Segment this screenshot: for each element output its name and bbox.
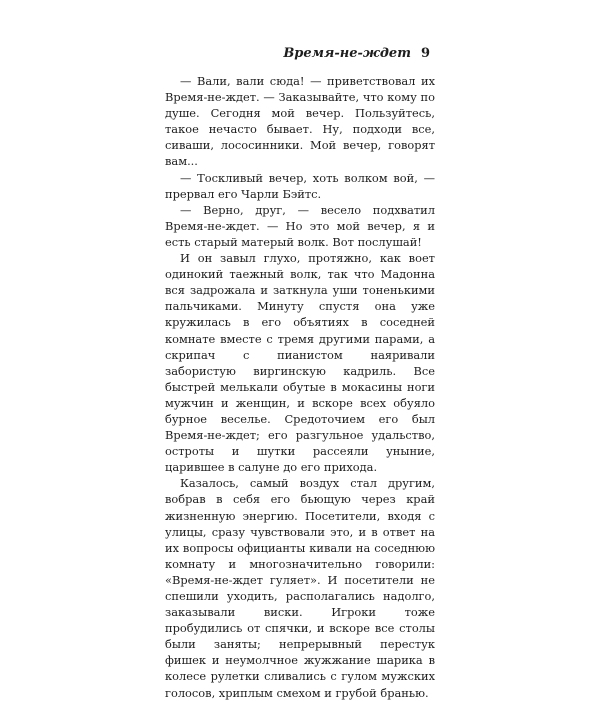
paragraph-1: — Вали, вали сюда! — приветствовал их Время-не-ждет. — Заказывайте, что кому по душе. Сегодня мой вечер. Пользуйтесь, такое нечасто бывает. Ну, подходи все, сиваши, лососинники. Мой вечер, говорят вам... [165, 74, 435, 169]
paragraph-2: — Тоскливый вечер, хоть волком вой, — прервал его Чарли Бэйтс. [165, 170, 435, 201]
paragraph-5: Казалось, самый воздух стал другим, вобрав в себя его бьющую через край жизненную энергию. Посетители, входя с улицы, сразу чувствовали это, и в ответ на их вопросы официанты кивали на соседнюю комнату и многозначительно говорили: «Время-не-ждет гуляет». И посетители не спешили уходить, располагались надолго, заказывали виски. Игроки тоже пробудились от спячки, и вскоре все столы были заняты; непрерывный перестук фишек и неумолчное жужжание шарика в колесе рулетки сливались с гулом мужских голосов, хриплым смехом и грубой бранью. [165, 476, 435, 700]
body-text [165, 73, 435, 701]
page-number: 9 [420, 46, 430, 61]
running-title: Время-не-ждет [283, 46, 411, 61]
paragraph-3: — Верно, друг, — весело подхватил Время-не-ждет. — Но это мой вечер, я и есть старый матерый волк. Вот послушай! [165, 202, 435, 249]
paragraph-4: И он завыл глухо, протяжно, как воет одинокий таежный волк, так что Мадонна вся задрожала и заткнула уши тоненькими пальчиками. Минуту спустя она уже кружилась в его объятиях в соседней комнате вместе с тремя другими парами, а скрипач с пианистом наяривали забористую виргинскую кадриль. Все быстрей мелькали обутые в мокасины ноги мужчин и женщин, и вскоре всех обуяло бурное веселье. Средоточием его был Время-не-ждет; его разгульное удальство, остроты и шутки рассеяли уныние, царившее в салуне до его прихода. [165, 251, 435, 475]
running-header [283, 46, 430, 61]
